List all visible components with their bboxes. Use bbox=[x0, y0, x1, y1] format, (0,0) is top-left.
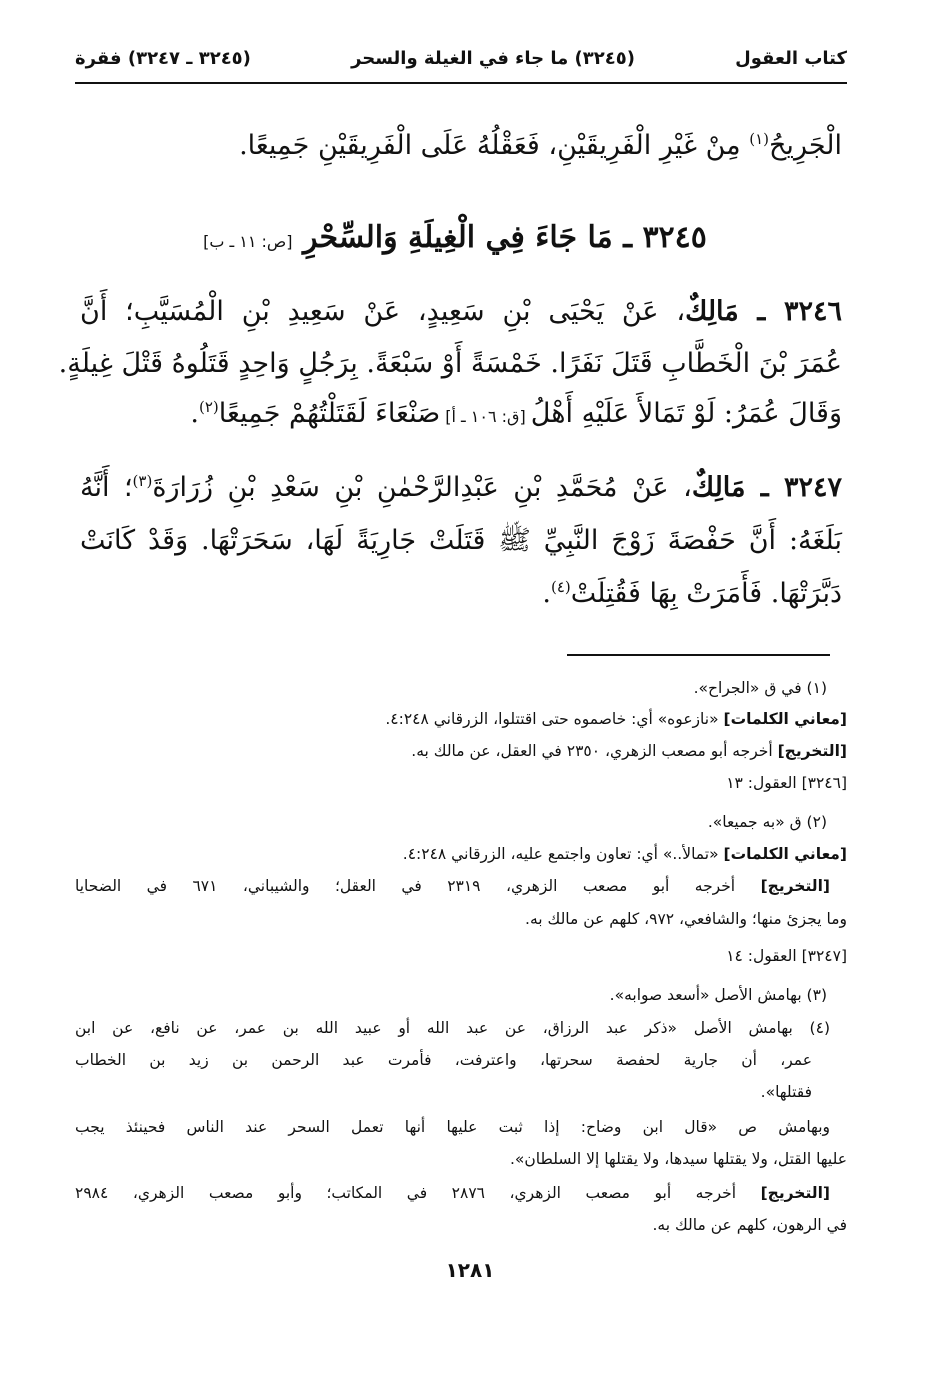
footnote-4-takhrij-cont: في الرهون، كلهم عن مالك به. bbox=[652, 1216, 847, 1234]
hadith-3247-line-3: دَبَّرَتْهَا. فَأَمَرَتْ بِهَا فَقُتِلَتْ$^{(٤)}$. bbox=[542, 578, 842, 609]
footnote-1-takhrij: [التخريج] أخرجه أبو مصعب الزهري، ٢٣٥٠ في العقل، عن مالك به. bbox=[411, 742, 847, 760]
footnote-3: (٣) بهامش الأصل «أسعد صوابه». bbox=[609, 986, 827, 1004]
paragraph-range: (٣٢٤٥ ـ ٣٢٤٧) فقرة bbox=[75, 47, 251, 69]
page-number: ١٢٨١ bbox=[445, 1258, 495, 1282]
cross-ref-3247: [٣٢٤٧] العقول: ١٤ bbox=[726, 947, 847, 965]
footnote-1-meanings: [معاني الكلمات] «نازعوه» أي: خاصموه حتى اقتتلوا، الزرقاني ٤:٢٤٨. bbox=[385, 710, 847, 728]
takhrij-label: [التخريج] bbox=[777, 742, 847, 760]
carryover-line: الْجَرِيحُ$^{(١)}$ مِنْ غَيْرِ الْفَرِيقَيْنِ، فَعَقْلُهُ عَلَى الْفَرِيقَيْنِ جَمِيعًا. bbox=[239, 130, 842, 161]
footnote-4-margin-note: وبهامش ص «قال ابن وضاح: إذا ثبت عليها أنها تعمل السحر عند الناس فحينئذ يجب bbox=[75, 1118, 830, 1136]
note-ref: (٤) bbox=[551, 578, 571, 596]
book-title: كتاب العقول bbox=[735, 47, 847, 69]
note-ref: (٢) bbox=[198, 398, 219, 416]
footnote-4-line-3: فقتلها». bbox=[760, 1083, 812, 1101]
hadith-number: ٣٢٤٦ ـ bbox=[738, 296, 842, 327]
header-divider bbox=[75, 82, 847, 84]
footnote-4-line-2: عمر، أن جارية لحفصة سحرتها، واعترفت، فأمرت عبد الرحمن بن زيد بن الخطاب bbox=[75, 1051, 812, 1069]
footnote-2-takhrij-cont: وما يجزئ منها؛ والشافعي، ٩٧٢، كلهم عن مالك به. bbox=[525, 910, 847, 928]
narrator-malik: مَالِكٌ bbox=[691, 472, 746, 503]
hadith-3246-line-3: وَقَالَ عُمَرُ: لَوْ تَمَالأَ عَلَيْهِ أَهْلُ [ق: ١٠٦ ـ أ] صَنْعَاءَ لَقَتَلْتُهُمْ جَمِيعًا$^{(٢)}$. bbox=[190, 398, 842, 429]
meanings-label: [معاني الكلمات] bbox=[723, 710, 847, 728]
footnote-2-meanings: [معاني الكلمات] «تمالأ..» أي: تعاون واجتمع عليه، الزرقاني ٤:٢٤٨. bbox=[402, 845, 847, 863]
hadith-3246-line-1: ٣٢٤٦ ـ مَالِكٌ، عَنْ يَحْيَى بْنِ سَعِيدٍ، عَنْ سَعِيدِ بْنِ الْمُسَيَّبِ؛ أَنَّ bbox=[80, 296, 842, 327]
footnote-2: (٢) ق «به جميعا». bbox=[707, 813, 827, 831]
manuscript-ref: [ق: ١٠٦ ـ أ] bbox=[440, 407, 531, 426]
cross-ref-3246: [٣٢٤٦] العقول: ١٣ bbox=[726, 774, 847, 792]
hadith-3247-line-1: ٣٢٤٧ ـ مَالِكٌ، عَنْ مُحَمَّدِ بْنِ عَبْدِالرَّحْمٰنِ بْنِ سَعْدِ بْنِ زُرَارَةَ$^{(٣)}$؛ أَنَّهُ bbox=[80, 472, 842, 503]
chapter-heading-text: ٣٢٤٥ ـ مَا جَاءَ فِي الْغِيلَةِ وَالسِّحْرِ bbox=[302, 220, 707, 255]
note-ref: (١) bbox=[749, 130, 769, 148]
meanings-label: [معاني الكلمات] bbox=[723, 845, 847, 863]
footnote-2-takhrij: [التخريج] أخرجه أبو مصعب الزهري، ٢٣١٩ في العقل؛ والشيباني، ٦٧١ في الضحايا bbox=[75, 877, 830, 895]
footnote-4-margin-note-cont: عليها القتل، ولا يقتلها سيدها، ولا يقتلها إلا السلطان». bbox=[509, 1150, 847, 1168]
chapter-running-title: (٣٢٤٥) ما جاء في الغيلة والسحر bbox=[351, 47, 635, 69]
note-ref: (٣) bbox=[132, 472, 153, 490]
footnote-separator bbox=[567, 654, 830, 656]
footnote-4-takhrij: [التخريج] أخرجه أبو مصعب الزهري، ٢٨٧٦ في المكاتب؛ وأبو مصعب الزهري، ٢٩٨٤ bbox=[75, 1184, 831, 1202]
hadith-3247-line-2: بَلَغَهُ: أَنَّ حَفْصَةَ زَوْجَ النَّبِيِّ ﷺ قَتَلَتْ جَارِيَةً لَهَا، سَحَرَتْهَا. وَقَدْ كَانَتْ bbox=[80, 525, 842, 556]
manuscript-ref: [ص: ١١ ـ ب] bbox=[203, 232, 293, 251]
footnote-4-line-1: (٤) بهامش الأصل «ذكر عبد الرزاق، عن عبد الله أو عبيد الله بن عمر، عن نافع، عن ابن bbox=[75, 1019, 830, 1037]
chapter-heading bbox=[170, 220, 740, 255]
footnote-1: (١) في ق «الجراح». bbox=[693, 679, 827, 697]
narrator-malik: مَالِكٌ bbox=[685, 296, 739, 327]
running-header bbox=[75, 38, 847, 78]
hadith-number: ٣٢٤٧ ـ bbox=[745, 472, 842, 503]
takhrij-label: [التخريج] bbox=[760, 1184, 831, 1202]
hadith-3246-line-2: عُمَرَ بْنَ الْخَطَّابِ قَتَلَ نَفَرًا. خَمْسَةً أَوْ سَبْعَةً. بِرَجُلٍ وَاحِدٍ قَتَلُوهُ قَتْلَ غِيلَةٍ. bbox=[58, 348, 842, 379]
takhrij-label: [التخريج] bbox=[760, 877, 830, 895]
